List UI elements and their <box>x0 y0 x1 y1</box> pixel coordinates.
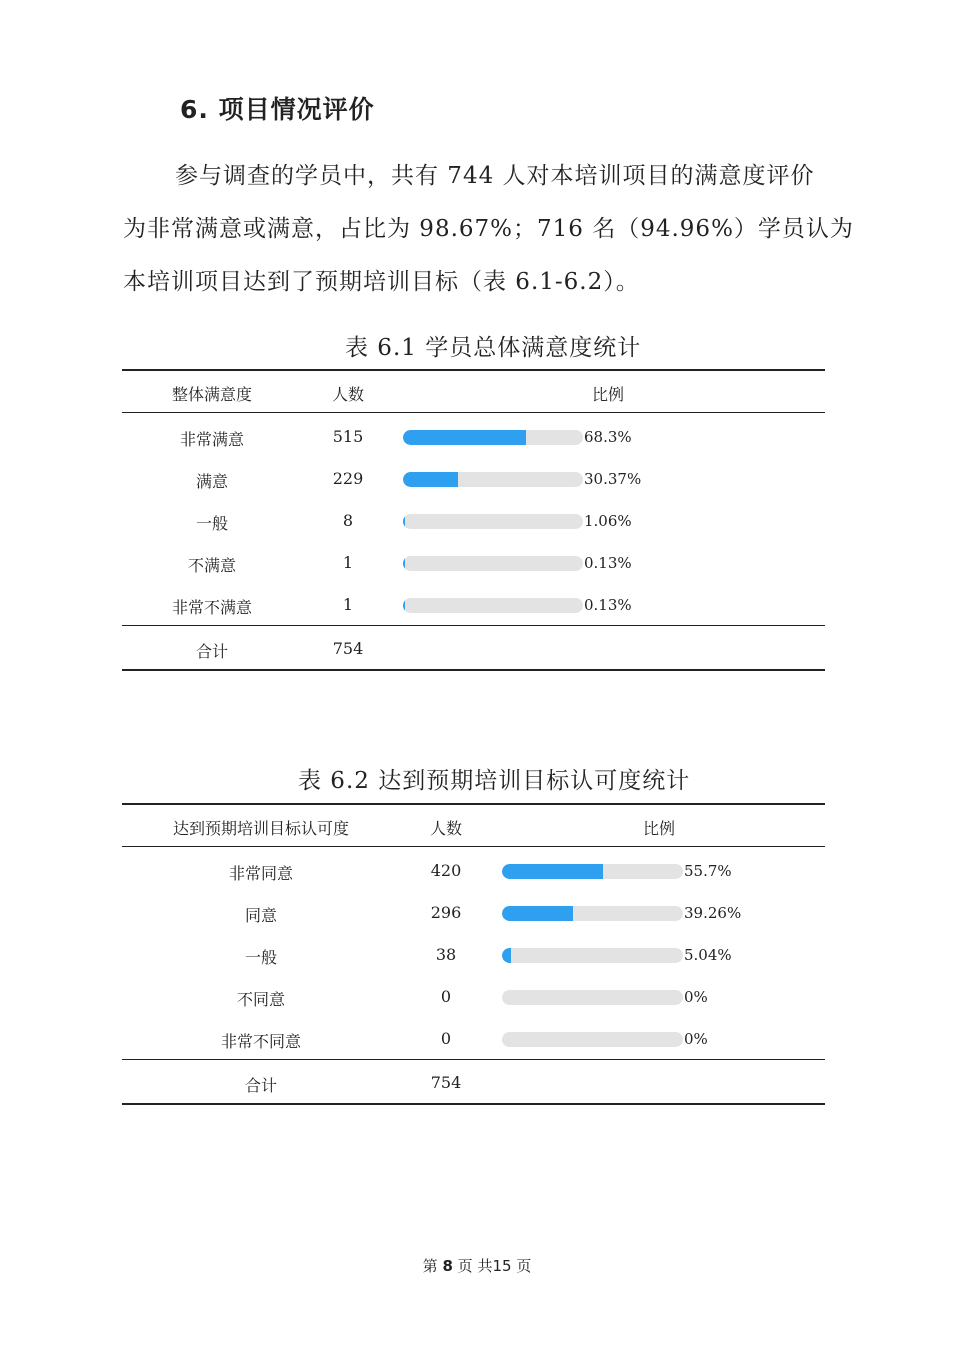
paragraph-line-1: 参与调查的学员中，共有 744 人对本培训项目的满意度评价 <box>175 163 815 189</box>
table1-bottom-rule <box>122 669 825 671</box>
table1-header-2: 人数 <box>331 385 365 404</box>
table1-row-label: 一般 <box>195 514 229 533</box>
table2-ratio-bar-fill <box>502 948 511 963</box>
table1-row-ratio: 0.13% <box>584 596 632 614</box>
table1-total-label: 合计 <box>195 642 229 661</box>
table2-ratio-bar-track <box>502 906 683 921</box>
table1 <box>122 369 825 672</box>
table2-header-rule <box>122 846 825 847</box>
table1-ratio-bar-track <box>403 598 583 613</box>
footer-middle: 页 共 <box>457 1257 493 1275</box>
page-footer <box>0 1255 954 1276</box>
table2-top-rule <box>122 803 825 805</box>
table2-row-ratio: 55.7% <box>684 862 732 880</box>
table2-row-count: 0 <box>440 987 452 1006</box>
table2-header-1: 达到预期培训目标认可度 <box>172 819 350 838</box>
table2-row-count: 0 <box>440 1029 452 1048</box>
footer-prefix: 第 <box>422 1257 438 1275</box>
table1-total-count: 754 <box>332 639 364 658</box>
table2-row-label: 不同意 <box>236 990 286 1009</box>
table1-row-count: 1 <box>342 553 354 572</box>
table1-ratio-bar-fill <box>403 430 526 445</box>
table2-ratio-bar-track <box>502 1032 683 1047</box>
table2-ratio-bar-track <box>502 864 683 879</box>
paragraph-line-2: 为非常满意或满意，占比为 98.67%；716 名（94.96%）学员认为 <box>123 216 854 242</box>
table2-ratio-bar-track <box>502 990 683 1005</box>
table2-row-label: 同意 <box>244 906 278 925</box>
table2-ratio-bar-fill <box>502 906 573 921</box>
table1-row-label: 非常不满意 <box>171 598 253 617</box>
table2-header-2: 人数 <box>429 819 463 838</box>
table1-ratio-bar-track <box>403 430 583 445</box>
table2-ratio-bar-track <box>502 948 683 963</box>
table2-row-count: 38 <box>435 945 457 964</box>
table2-total-label: 合计 <box>244 1076 278 1095</box>
table2 <box>122 803 825 1106</box>
table2-row-ratio: 39.26% <box>684 904 742 922</box>
table1-row-count: 515 <box>332 427 364 446</box>
table1-row-count: 1 <box>342 595 354 614</box>
table1-ratio-bar-fill <box>403 472 458 487</box>
table1-row-ratio: 1.06% <box>584 512 632 530</box>
table1-row-ratio: 30.37% <box>584 470 642 488</box>
table2-ratio-bar-fill <box>502 864 603 879</box>
table1-ratio-bar-track <box>403 556 583 571</box>
table2-row-count: 296 <box>430 903 462 922</box>
table2-header-3: 比例 <box>642 819 676 838</box>
table1-row-label: 不满意 <box>187 556 237 575</box>
section-heading: 6. 项目情况评价 <box>180 95 375 124</box>
table1-row-count: 8 <box>342 511 354 530</box>
table2-bottom-rule <box>122 1103 825 1105</box>
table2-row-count: 420 <box>430 861 462 880</box>
paragraph-line-3: 本培训项目达到了预期培训目标（表 6.1-6.2）。 <box>123 269 640 295</box>
table1-header-rule <box>122 412 825 413</box>
table2-caption: 表 6.2 达到预期培训目标认可度统计 <box>298 768 691 794</box>
footer-suffix: 页 <box>516 1257 532 1275</box>
table1-header-1: 整体满意度 <box>171 385 253 404</box>
footer-total-pages: 15 <box>492 1257 512 1275</box>
table2-row-label: 非常同意 <box>228 864 294 883</box>
table2-row-label: 非常不同意 <box>220 1032 302 1051</box>
table2-total-count: 754 <box>430 1073 462 1092</box>
table1-caption: 表 6.1 学员总体满意度统计 <box>345 335 642 361</box>
table1-ratio-bar-fill <box>403 598 405 613</box>
table1-row-label: 非常满意 <box>179 430 245 449</box>
table1-ratio-bar-track <box>403 514 583 529</box>
table1-row-ratio: 68.3% <box>584 428 632 446</box>
table2-row-ratio: 0% <box>684 1030 708 1048</box>
table1-row-ratio: 0.13% <box>584 554 632 572</box>
table1-ratio-bar-fill <box>403 556 405 571</box>
table2-row-ratio: 0% <box>684 988 708 1006</box>
table1-row-label: 满意 <box>195 472 229 491</box>
table1-top-rule <box>122 369 825 371</box>
table1-header-3: 比例 <box>591 385 625 404</box>
table2-total-rule <box>122 1059 825 1060</box>
table2-row-ratio: 5.04% <box>684 946 732 964</box>
table1-total-rule <box>122 625 825 626</box>
table1-ratio-bar-fill <box>403 514 405 529</box>
table2-row-label: 一般 <box>244 948 278 967</box>
footer-page-number: 8 <box>442 1257 453 1275</box>
table1-ratio-bar-track <box>403 472 583 487</box>
table1-row-count: 229 <box>332 469 364 488</box>
